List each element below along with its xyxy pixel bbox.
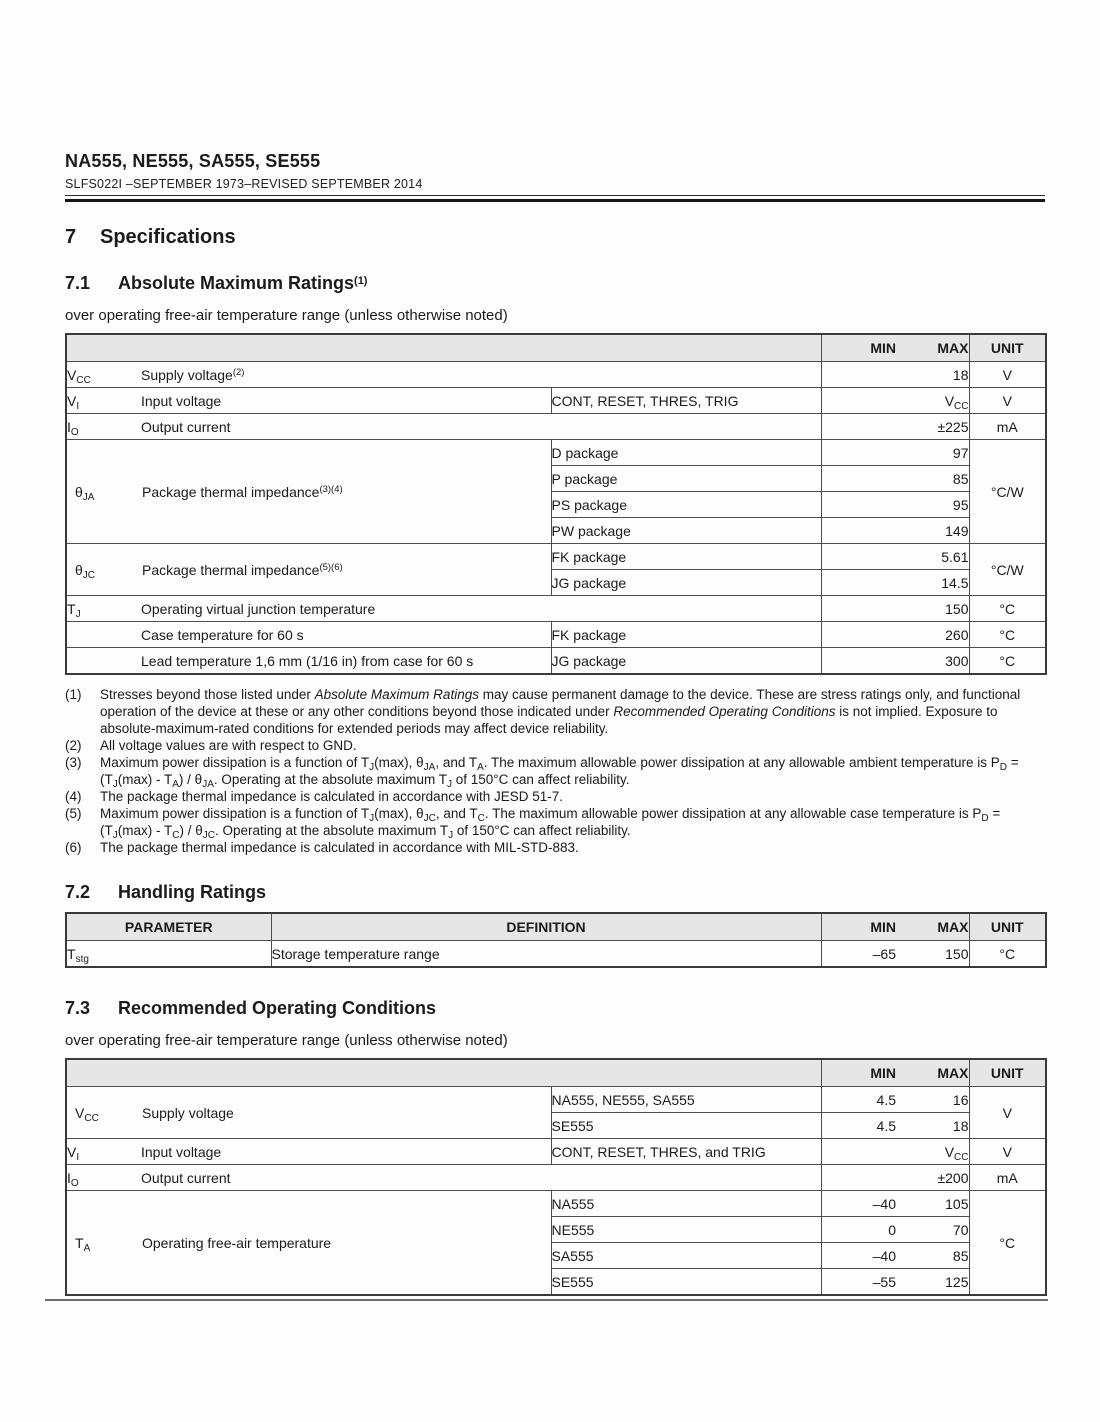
min-cell (821, 570, 896, 596)
footnote (65, 788, 1045, 805)
min-cell (821, 1165, 896, 1191)
header-min: MIN (821, 334, 896, 362)
footnote-number: (4) (65, 789, 82, 804)
min-cell: –65 (821, 941, 896, 968)
device-title: NA555, NE555, SA555, SE555 (65, 151, 321, 171)
description-cell: Operating free-air temperature (142, 1234, 332, 1251)
subsection-number: 7.1 (65, 273, 91, 293)
subsection-title: Recommended Operating Conditions (118, 998, 437, 1018)
max-cell: 85 (896, 1243, 969, 1269)
max-cell: $V_{CC}$ (896, 388, 969, 414)
subsection-number: 7.3 (65, 998, 91, 1018)
description-cell: Case temperature for 60 s (141, 622, 551, 648)
recommended-operating-conditions-table (65, 1058, 1047, 1296)
table-row (66, 1191, 1046, 1217)
condition-cell: NA555 (551, 1191, 821, 1217)
document-revision-line: SLFS022I –SEPTEMBER 1973–REVISED SEPTEMBER 2014 (65, 177, 423, 191)
condition-cell: SE555 (551, 1113, 821, 1139)
max-cell: 150 (896, 941, 969, 968)
footnote-number: (5) (65, 806, 82, 821)
table-row (66, 596, 1046, 622)
section-heading-absolute-maximum-ratings (65, 273, 1045, 294)
table-row (66, 1139, 1046, 1165)
header-empty-cell (66, 334, 821, 362)
footnote (65, 686, 1045, 737)
roc-condition-note: over operating free-air temperature range (unless otherwise noted) (65, 1032, 508, 1049)
max-cell: 149 (896, 518, 969, 544)
symbol-description-group-cell (66, 440, 551, 544)
min-cell (821, 1139, 896, 1165)
absolute-maximum-ratings-table (65, 333, 1047, 675)
section-title: Specifications (100, 226, 236, 248)
condition-cell: SA555 (551, 1243, 821, 1269)
symbol-cell: $\theta_{JA}$ (75, 483, 95, 503)
header-parameter: PARAMETER (66, 913, 271, 941)
amr-condition-note: over operating free-air temperature range (unless otherwise noted) (65, 307, 508, 324)
header-unit: UNIT (969, 334, 1046, 362)
table-row (66, 544, 1046, 570)
footnote-number: (2) (65, 738, 82, 753)
table-header-row (66, 334, 1046, 362)
unit-cell: V (969, 362, 1046, 388)
header-empty-cell (66, 1059, 821, 1087)
table-header-row (66, 913, 1046, 941)
footnote (65, 737, 1045, 754)
description-cell: Output current (141, 414, 821, 440)
unit-cell: V (969, 1139, 1046, 1165)
min-cell: –40 (821, 1243, 896, 1269)
max-cell: 97 (896, 440, 969, 466)
section-heading-handling-ratings (65, 882, 1045, 903)
masthead-rule-thin (65, 195, 1045, 196)
max-cell: 18 (896, 362, 969, 388)
unit-cell: mA (969, 414, 1046, 440)
unit-cell: °C/W (969, 544, 1046, 596)
max-cell: 300 (896, 648, 969, 675)
table-row (66, 414, 1046, 440)
max-cell: 150 (896, 596, 969, 622)
min-cell (821, 596, 896, 622)
footnote-text: The package thermal impedance is calculated in accordance with JESD 51-7. (100, 789, 563, 804)
page-bottom-rule (45, 1299, 1048, 1301)
footnote (65, 754, 1045, 788)
unit-cell: mA (969, 1165, 1046, 1191)
footnotes (65, 686, 1045, 856)
table-row (66, 440, 1046, 466)
min-cell (821, 518, 896, 544)
unit-cell: °C (969, 1191, 1046, 1296)
symbol-cell: $I_O$ (66, 1165, 141, 1191)
max-cell: 95 (896, 492, 969, 518)
symbol-cell: $V_{CC}$ (75, 1104, 99, 1124)
symbol-description-group-cell (66, 1087, 551, 1139)
symbol-cell: $I_O$ (66, 414, 141, 440)
unit-cell: °C (969, 941, 1046, 968)
condition-cell: SE555 (551, 1269, 821, 1296)
symbol-cell: $V_I$ (66, 388, 141, 414)
footnote-text: Stresses beyond those listed under Absolute Maximum Ratings may cause permanent damage to the device. These are stress ratings only, and functional operation of the device at these or any other conditions beyond those indicated under Recommended Operating Conditions is not implied. Exposure to absolute-maximum-rated conditions for extended periods may affect device reliability. (100, 687, 1021, 736)
table-row (66, 648, 1046, 675)
symbol-cell: $V_{CC}$ (66, 362, 141, 388)
header-unit: UNIT (969, 1059, 1046, 1087)
unit-cell: V (969, 388, 1046, 414)
max-cell: $V_{CC}$ (896, 1139, 969, 1165)
footnote-text: Maximum power dissipation is a function of $T_J(\max)$, $\theta_{JA}$, and $T_A$. The maximum allowable power dissipation at any allowable ambient temperature is $P_D = (T_J(\max) - T_A) / \theta_{JA}$. Operating at the absolute maximum $T_J$ of 150°C can affect reliability. (100, 755, 1019, 790)
table-row (66, 1087, 1046, 1113)
min-cell: 4.5 (821, 1087, 896, 1113)
symbol-cell: $V_I$ (66, 1139, 141, 1165)
min-cell: –55 (821, 1269, 896, 1296)
header-unit: UNIT (969, 913, 1046, 941)
description-cell: Package thermal impedance$^{(3)(4)}$ (142, 483, 343, 500)
unit-cell: V (969, 1087, 1046, 1139)
min-cell (821, 388, 896, 414)
subsection-title: Handling Ratings (118, 882, 266, 902)
header-max: MAX (896, 1059, 969, 1087)
condition-cell: PS package (551, 492, 821, 518)
min-cell (821, 492, 896, 518)
table-row (66, 941, 1046, 968)
footnote-text: The package thermal impedance is calculated in accordance with MIL-STD-883. (100, 840, 579, 855)
max-cell: 14.5 (896, 570, 969, 596)
section-number: 7 (65, 226, 77, 248)
subsection-title: Absolute Maximum Ratings$^{(1)}$ (118, 273, 368, 293)
max-cell: ±200 (896, 1165, 969, 1191)
footnote-number: (3) (65, 755, 82, 770)
table-row (66, 388, 1046, 414)
max-cell: 18 (896, 1113, 969, 1139)
header-min: MIN (821, 913, 896, 941)
unit-cell: °C (969, 648, 1046, 675)
min-cell (821, 466, 896, 492)
header-min: MIN (821, 1059, 896, 1087)
footnote-number: (1) (65, 687, 82, 702)
description-cell: Lead temperature 1,6 mm (1/16 in) from case for 60 s (141, 648, 551, 675)
min-cell (821, 440, 896, 466)
masthead (65, 0, 1045, 202)
section-heading-recommended-operating-conditions (65, 998, 1045, 1019)
condition-cell: NE555 (551, 1217, 821, 1243)
symbol-cell: $T_{stg}$ (66, 941, 271, 968)
footnote (65, 805, 1045, 839)
min-cell: 0 (821, 1217, 896, 1243)
table-header-row (66, 1059, 1046, 1087)
max-cell: 16 (896, 1087, 969, 1113)
description-cell: Operating virtual junction temperature (141, 596, 821, 622)
symbol-cell (66, 622, 141, 648)
min-cell (821, 544, 896, 570)
definition-cell: Storage temperature range (271, 941, 821, 968)
condition-cell: D package (551, 440, 821, 466)
table-row (66, 1165, 1046, 1191)
condition-cell: JG package (551, 648, 821, 675)
header-definition: DEFINITION (271, 913, 821, 941)
symbol-cell: $\theta_{JC}$ (75, 561, 96, 581)
symbol-cell (66, 648, 141, 675)
unit-cell: °C (969, 622, 1046, 648)
header-max: MAX (896, 334, 969, 362)
condition-cell: PW package (551, 518, 821, 544)
section-heading-specifications (65, 226, 1045, 249)
subsection-number: 7.2 (65, 882, 91, 902)
min-cell: –40 (821, 1191, 896, 1217)
description-cell: Supply voltage (142, 1104, 234, 1121)
footnote-text: Maximum power dissipation is a function of $T_J(\max)$, $\theta_{JC}$, and $T_C$. The maximum allowable power dissipation at any allowable case temperature is $P_D = (T_J(\max) - T_C) / \theta_{JC}$. Operating at the absolute maximum $T_J$ of 150°C can affect reliability. (100, 806, 1001, 841)
description-cell: Supply voltage$^{(2)}$ (141, 362, 821, 388)
footnote-number: (6) (65, 840, 82, 855)
masthead-rule-thick (65, 199, 1045, 202)
handling-ratings-table (65, 912, 1047, 968)
min-cell: 4.5 (821, 1113, 896, 1139)
max-cell: 5.61 (896, 544, 969, 570)
condition-cell: CONT, RESET, THRES, TRIG (551, 388, 821, 414)
condition-cell: FK package (551, 544, 821, 570)
condition-cell: FK package (551, 622, 821, 648)
description-cell: Input voltage (141, 1139, 551, 1165)
min-cell (821, 362, 896, 388)
symbol-cell: $T_A$ (75, 1234, 91, 1254)
max-cell: ±225 (896, 414, 969, 440)
min-cell (821, 414, 896, 440)
header-max: MAX (896, 913, 969, 941)
description-cell: Output current (141, 1165, 821, 1191)
unit-cell: °C (969, 596, 1046, 622)
min-cell (821, 648, 896, 675)
unit-cell: °C/W (969, 440, 1046, 544)
footnote (65, 839, 1045, 856)
max-cell: 85 (896, 466, 969, 492)
table-row (66, 362, 1046, 388)
condition-cell: P package (551, 466, 821, 492)
max-cell: 260 (896, 622, 969, 648)
table-row (66, 622, 1046, 648)
description-cell: Package thermal impedance$^{(5)(6)}$ (142, 561, 343, 578)
condition-cell: JG package (551, 570, 821, 596)
description-cell: Input voltage (141, 388, 551, 414)
min-cell (821, 622, 896, 648)
max-cell: 70 (896, 1217, 969, 1243)
max-cell: 105 (896, 1191, 969, 1217)
symbol-description-group-cell (66, 1191, 551, 1296)
max-cell: 125 (896, 1269, 969, 1296)
symbol-description-group-cell (66, 544, 551, 596)
symbol-cell: $T_J$ (66, 596, 141, 622)
condition-cell: NA555, NE555, SA555 (551, 1087, 821, 1113)
footnote-text: All voltage values are with respect to GND. (100, 738, 357, 753)
condition-cell: CONT, RESET, THRES, and TRIG (551, 1139, 821, 1165)
